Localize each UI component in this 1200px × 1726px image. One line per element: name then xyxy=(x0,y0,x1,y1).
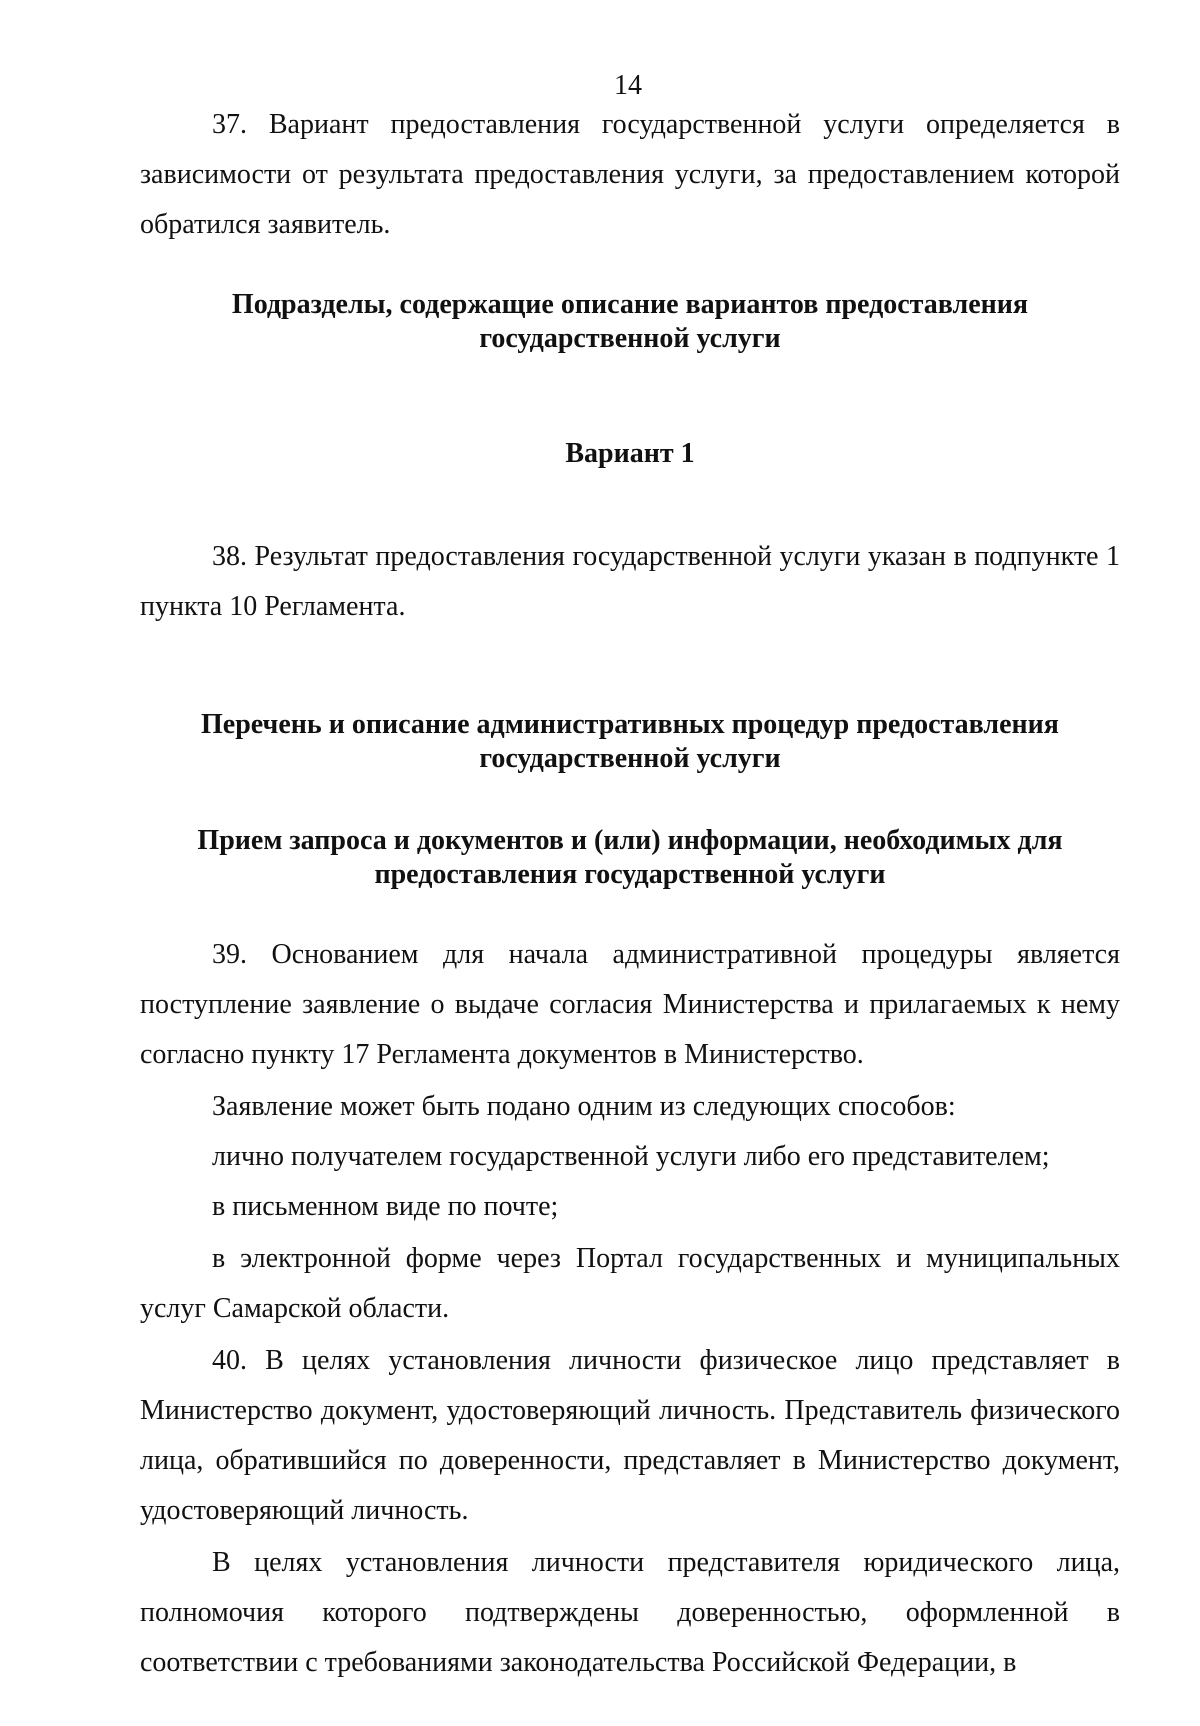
heading-reception-line2: предоставления государственной услуги xyxy=(374,859,886,890)
heading-reception xyxy=(140,824,1120,892)
heading-subsections xyxy=(140,288,1120,356)
heading-subsections-line1: Подразделы, содержащие описание вариантов предоставления xyxy=(231,289,1029,320)
paragraph-39: 39. Основанием для начала административной процедуры является поступление заявление о выдаче согласия Министерства и прилагаемых к нему согласно пункту 17 Регламента документов в Министерство. xyxy=(140,939,1120,1070)
heading-procedures-line1: Перечень и описание административных процедур предоставления xyxy=(201,709,1059,740)
paragraph-40-legal-entity: В целях установления личности представителя юридического лица, полномочия которого подтверждены доверенностью, оформленной в соответствии с требованиями законодательства Российской Федерации, в xyxy=(140,1547,1120,1678)
page-number: 14 xyxy=(614,70,642,101)
heading-procedures-line2: государственной услуги xyxy=(479,743,781,774)
heading-variant: Вариант 1 xyxy=(565,438,695,469)
paragraph-37: 37. Вариант предоставления государственной услуги определяется в зависимости от результата предоставления услуги, за предоставлением которой обратился заявитель. xyxy=(140,109,1120,240)
paragraph-39-ways-intro: Заявление может быть подано одним из следующих способов: xyxy=(212,1091,956,1122)
paragraph-39-way-1: лично получателем государственной услуги либо его представителем; xyxy=(212,1141,1050,1172)
paragraph-39-way-2: в письменном виде по почте; xyxy=(212,1191,559,1222)
paragraph-40: 40. В целях установления личности физическое лицо представляет в Министерство документ, удостоверяющий личность. Представитель физического лица, обратившийся по доверенности, представляет в Министерство документ, удостоверяющий личность. xyxy=(140,1345,1120,1526)
paragraph-38: 38. Результат предоставления государственной услуги указан в подпункте 1 пункта 10 Регламента. xyxy=(140,541,1120,622)
heading-subsections-line2: государственной услуги xyxy=(479,323,781,354)
heading-procedures xyxy=(140,708,1120,776)
paragraph-39-way-3: в электронной форме через Портал государственных и муниципальных услуг Самарской области. xyxy=(140,1243,1120,1324)
heading-reception-line1: Прием запроса и документов и (или) информации, необходимых для xyxy=(197,825,1063,856)
